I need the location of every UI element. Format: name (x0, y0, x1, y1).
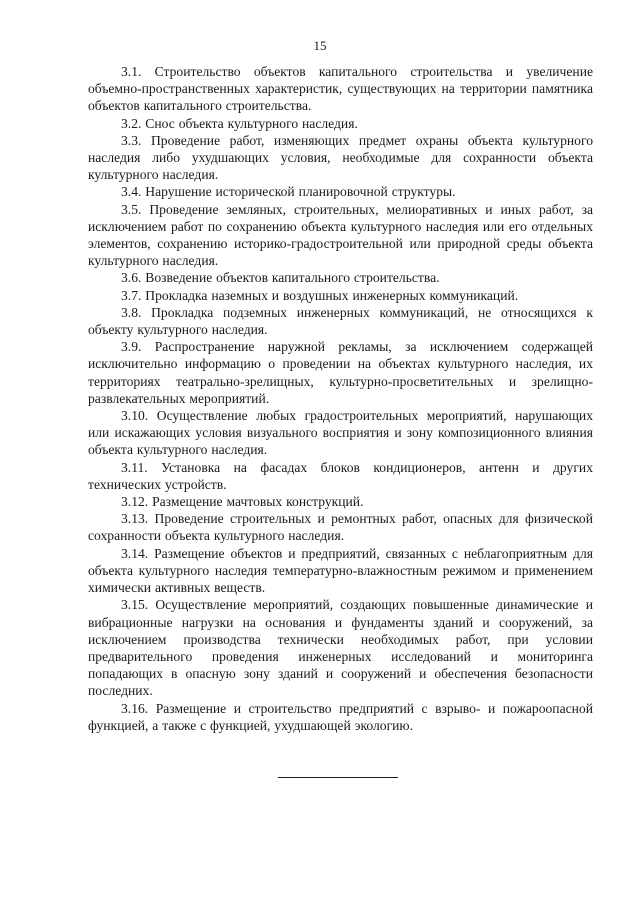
list-item: 3.14. Размещение объектов и предприятий, связанных с неблагоприятным для объекта культурного наследия температурно-влажностным режимом и применением химически активных веществ. (88, 545, 593, 596)
list-item: 3.7. Прокладка наземных и воздушных инженерных коммуникаций. (121, 287, 519, 303)
list-item: 3.13. Проведение строительных и ремонтных работ, опасных для физической сохранности объекта культурного наследия. (88, 511, 593, 544)
list-item: 3.6. Возведение объектов капитального строительства. (121, 270, 440, 286)
list-item: 3.16. Размещение и строительство предприятий с взрыво- и пожароопасной функцией, а также с функцией, ухудшающей экологию. (88, 700, 593, 733)
list-item: 3.12. Размещение мачтовых конструкций. (121, 494, 364, 510)
restrictions-list (88, 63, 593, 734)
end-divider (278, 777, 398, 778)
list-item: 3.2. Снос объекта культурного наследия. (121, 115, 358, 131)
list-item: 3.8. Прокладка подземных инженерных коммуникаций, не относящихся к объекту культурного наследия. (88, 304, 593, 338)
list-item: 3.1. Строительство объектов капитального строительства и увеличение объемно-пространственных характеристик, существующих на территории памятника объектов капитального строительства. (88, 64, 593, 114)
list-item: 3.10. Осуществление любых градостроительных мероприятий, нарушающих или искажающих условия визуального восприятия и зону композиционного влияния объекта культурного наследия. (88, 408, 593, 458)
list-item: 3.5. Проведение земляных, строительных, мелиоративных и иных работ, за исключением работ по сохранению объекта культурного наследия или его отдельных элементов, сохранению историко-градостроительной или природной среды объекта культурного наследия. (88, 201, 593, 269)
list-item: 3.3. Проведение работ, изменяющих предмет охраны объекта культурного наследия либо ухудшающих условия, необходимые для сохранности объекта культурного наследия. (88, 132, 593, 183)
list-item: 3.15. Осуществление мероприятий, создающих повышенные динамические и вибрационные нагрузки на основания и фундаменты зданий и сооружений, за исключением производства технически необходимых работ, при условии предварительного проведения инженерных исследований и мониторинга попадающих в опасную зону зданий и сооружений и обеспечения безопасности последних. (88, 597, 593, 699)
list-item: 3.9. Распространение наружной рекламы, за исключением содержащей исключительно информацию о проведении на объектах культурного наследия, их территориях театрально-зрелищных, культурно-просветительных и зрелищно-развлекательных мероприятий. (88, 339, 593, 406)
page-number: 15 (313, 38, 327, 53)
list-item: 3.11. Установка на фасадах блоков кондиционеров, антенн и других технических устройств. (88, 459, 593, 492)
list-item: 3.4. Нарушение исторической планировочной структуры. (121, 184, 456, 200)
